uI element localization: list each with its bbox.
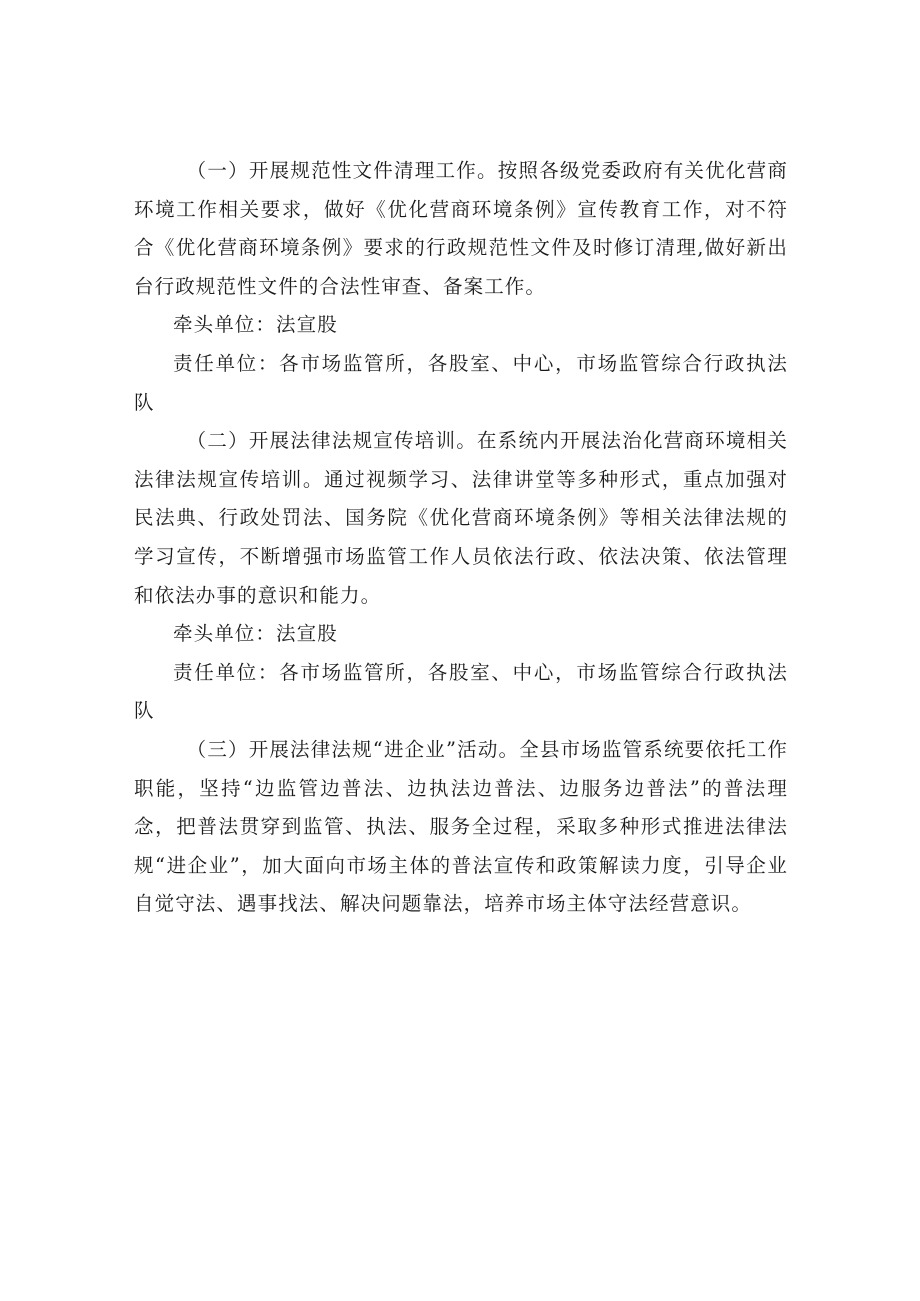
section-1-lead-unit: 牵头单位：法宣股 — [173, 313, 338, 337]
section-3-body: （三）开展法律法规“进企业”活动。全县市场监管系统要依托工作职能，坚持“边监管边普法、边执法边普法、边服务边普法”的普法理念，把普法贯穿到监管、执法、服务全过程，采取多种形式推进法律法规“进企业”，加大面向市场主体的普法宣传和政策解读力度，引导企业自觉守法、遇事找法、解决问题靠法，培养市场主体守法经营意识。 — [134, 737, 788, 916]
section-2-body: （二）开展法律法规宣传培训。在系统内开展法治化营商环境相关法律法规宣传培训。通过视频学习、法律讲堂等多种形式，重点加强对民法典、行政处罚法、国务院《优化营商环境条例》等相关法律法规的学习宣传，不断增强市场监管工作人员依法行政、依法决策、依法管理和依法办事的意识和能力。 — [134, 429, 788, 607]
section-2-lead-unit: 牵头单位：法宣股 — [173, 622, 338, 646]
document-page — [134, 152, 788, 924]
section-2-responsible-units: 责任单位：各市场监管所，各股室、中心，市场监管综合行政执法队 — [134, 660, 788, 723]
section-1-body: （一）开展规范性文件清理工作。按照各级党委政府有关优化营商环境工作相关要求，做好《优化营商环境条例》宣传教育工作，对不符合《优化营商环境条例》要求的行政规范性文件及时修订清理,做好新出台行政规范性文件的合法性审查、备案工作。 — [134, 159, 788, 298]
section-1-responsible-units: 责任单位：各市场监管所，各股室、中心，市场监管综合行政执法队 — [134, 351, 788, 414]
